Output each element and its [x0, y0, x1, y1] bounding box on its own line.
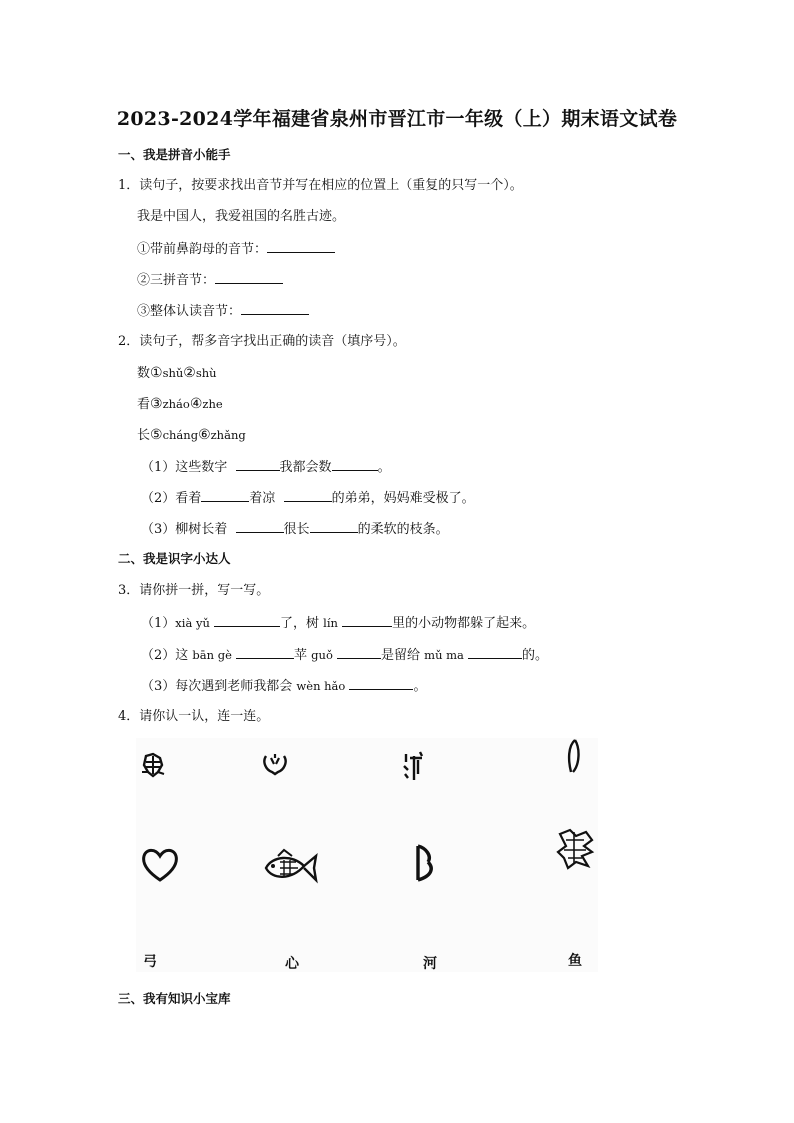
- question-1-item-a-label: ①带前鼻韵母的音节：: [137, 242, 268, 257]
- sentence-text: 。: [413, 679, 427, 694]
- question-4-stem: 4．请你认一认，连一连。: [118, 709, 270, 724]
- question-3-sentence-2: [141, 645, 548, 665]
- match-label-heart[interactable]: 心: [285, 956, 299, 972]
- sentence-text: （2）这: [141, 648, 189, 663]
- page-title: 2023-2024学年福建省泉州市晋江市一年级（上）期末语文试卷: [116, 108, 678, 130]
- polyphone-row-1: [137, 364, 217, 383]
- answer-blank[interactable]: [214, 613, 280, 627]
- section-heading-1: 一、我是拼音小能手: [118, 147, 231, 162]
- ancient-script-heart-icon[interactable]: [262, 752, 288, 776]
- question-1-item-b-label: ②三拼音节：: [137, 273, 216, 288]
- answer-blank[interactable]: [236, 457, 280, 471]
- pinyin-prompt: mǔ ma: [424, 648, 464, 662]
- polyphone-char: 长: [137, 428, 151, 443]
- pinyin-option: shǔ: [162, 366, 184, 380]
- pinyin-option: zhǎng: [210, 428, 246, 442]
- question-3-sentence-1: [141, 613, 535, 633]
- question-2-stem: 2．读句子，帮多音字找出正确的读音（填序号）。: [118, 334, 406, 349]
- heart-picture-icon[interactable]: [140, 846, 180, 884]
- sentence-text: 里的小动物都躲了起来。: [392, 616, 536, 631]
- answer-blank[interactable]: [201, 488, 249, 502]
- sentence-text: （2）看着: [141, 491, 202, 506]
- sentence-text: （3）柳树长着: [141, 522, 228, 537]
- sentence-text: 的。: [522, 648, 549, 663]
- option-number: ⑤: [150, 427, 163, 443]
- sentence-text: 了，树: [280, 616, 320, 631]
- ancient-script-bow-icon[interactable]: [566, 738, 582, 776]
- question-2-sentence-2: [141, 488, 475, 508]
- answer-blank[interactable]: [267, 239, 335, 253]
- pinyin-option: zháo: [162, 397, 190, 411]
- match-label-river[interactable]: 河: [423, 956, 437, 972]
- question-1-item-c: [137, 301, 309, 321]
- question-1-stem: 1．读句子，按要求找出音节并写在相应的位置上（重复的只写一个）。: [118, 178, 523, 193]
- pinyin-option: shù: [195, 366, 217, 380]
- bow-picture-icon[interactable]: [412, 842, 438, 884]
- match-label-bow[interactable]: 弓: [143, 954, 157, 970]
- question-1-item-b: [137, 270, 283, 290]
- section-heading-3: 三、我有知识小宝库: [118, 991, 231, 1006]
- sentence-text: 是留给: [381, 648, 421, 663]
- pinyin-prompt: bān gè: [192, 648, 232, 662]
- question-2-sentence-3: [141, 519, 449, 539]
- question-2-sentence-1: [141, 457, 391, 477]
- question-1-item-c-label: ③整体认读音节：: [137, 304, 242, 319]
- sentence-text: （3）每次遇到老师我都会: [141, 679, 293, 694]
- section-heading-2: 二、我是识字小达人: [118, 551, 231, 566]
- pinyin-option: zhe: [202, 397, 223, 411]
- answer-blank[interactable]: [236, 645, 294, 659]
- answer-blank[interactable]: [284, 488, 332, 502]
- pinyin-prompt: wèn hǎo: [296, 679, 346, 693]
- pinyin-option: cháng: [162, 428, 199, 442]
- ancient-script-fish-icon[interactable]: [140, 752, 166, 778]
- sentence-text: 很长: [283, 522, 310, 537]
- pinyin-prompt: xià yǔ: [175, 616, 210, 630]
- answer-blank[interactable]: [342, 613, 392, 627]
- option-number: ④: [189, 396, 203, 412]
- polyphone-row-3: [137, 426, 246, 445]
- answer-blank[interactable]: [241, 301, 309, 315]
- answer-blank[interactable]: [310, 519, 358, 533]
- match-label-fish[interactable]: 鱼: [568, 953, 582, 969]
- question-3-sentence-3: [141, 676, 426, 696]
- option-number: ⑥: [198, 427, 211, 443]
- answer-blank[interactable]: [468, 645, 522, 659]
- sentence-text: （1）这些数字: [141, 460, 228, 475]
- fish-picture-icon[interactable]: [262, 848, 320, 886]
- answer-blank[interactable]: [215, 270, 283, 284]
- answer-blank[interactable]: [337, 645, 381, 659]
- question-1-item-a: [137, 239, 335, 259]
- matching-image-panel: [136, 738, 598, 972]
- answer-blank[interactable]: [236, 519, 284, 533]
- sentence-text: 的弟弟，妈妈难受极了。: [331, 491, 475, 506]
- sentence-text: 我都会数: [279, 460, 332, 475]
- polyphone-row-2: [137, 395, 223, 414]
- question-1-sentence: 我是中国人，我爱祖国的名胜古迹。: [137, 209, 346, 224]
- sentence-text: 。: [377, 460, 391, 475]
- option-number: ③: [150, 396, 163, 412]
- polyphone-char: 看: [137, 397, 151, 412]
- sentence-text: （1）: [141, 616, 176, 631]
- sentence-text: 着凉: [249, 491, 276, 506]
- sentence-text: 的柔软的枝条。: [357, 522, 449, 537]
- question-3-stem: 3．请你拼一拼，写一写。: [118, 583, 270, 598]
- option-number: ①: [150, 365, 163, 381]
- river-picture-icon[interactable]: [556, 826, 596, 872]
- answer-blank[interactable]: [332, 457, 378, 471]
- option-number: ②: [183, 365, 196, 381]
- polyphone-char: 数: [137, 366, 151, 381]
- pinyin-prompt: guǒ: [311, 648, 333, 662]
- ancient-script-river-icon[interactable]: [402, 748, 426, 782]
- pinyin-prompt: lín: [323, 616, 338, 630]
- answer-blank[interactable]: [349, 676, 413, 690]
- sentence-text: 苹: [294, 648, 308, 663]
